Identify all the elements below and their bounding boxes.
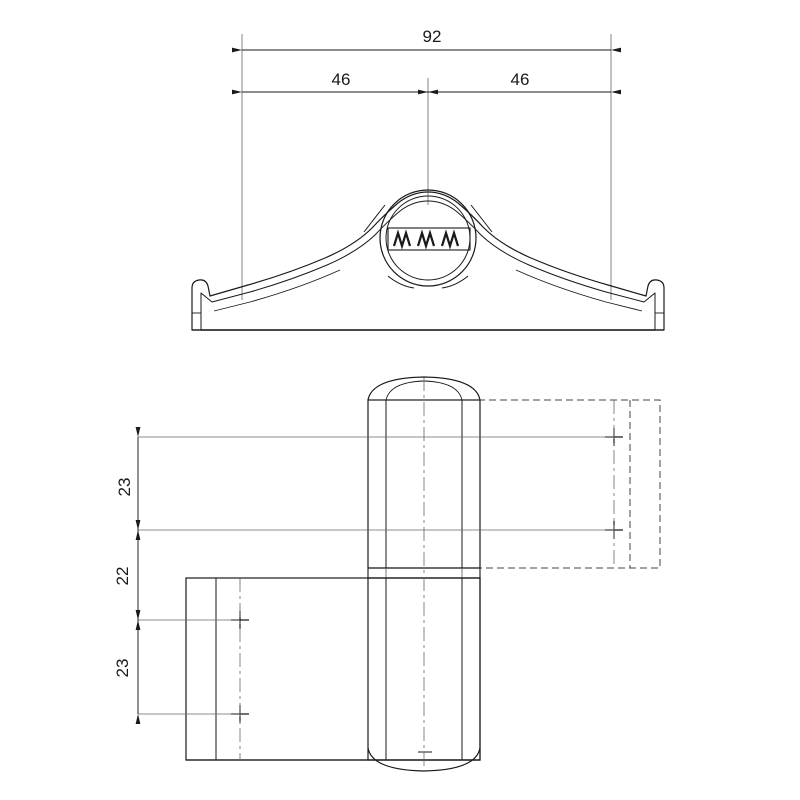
dimension-group-vertical — [113, 437, 138, 714]
dimension-label-22: 22 — [113, 566, 132, 586]
logo-zigzag-left-icon — [394, 233, 410, 246]
dimension-label-46-left: 46 — [331, 70, 351, 89]
logo-zigzag-mid-icon — [418, 233, 434, 246]
dimension-label-92: 92 — [422, 27, 442, 46]
dimension-label-23-lower: 23 — [113, 658, 132, 678]
logo-glyph-icon — [394, 233, 458, 246]
dimension-label-23-upper: 23 — [115, 477, 134, 497]
upper-cap-detail-right — [424, 381, 462, 400]
logo-zigzag-right-icon — [442, 233, 458, 246]
dimension-label-46-right: 46 — [510, 70, 530, 89]
upper-plate-hidden-outline — [368, 400, 660, 568]
lower-plate-outline — [186, 578, 480, 760]
center-lines — [138, 377, 614, 771]
side-view-upper — [368, 377, 660, 578]
upper-cap-detail-left — [386, 381, 424, 400]
side-view-lower — [186, 578, 480, 771]
logo-badge — [388, 228, 470, 269]
